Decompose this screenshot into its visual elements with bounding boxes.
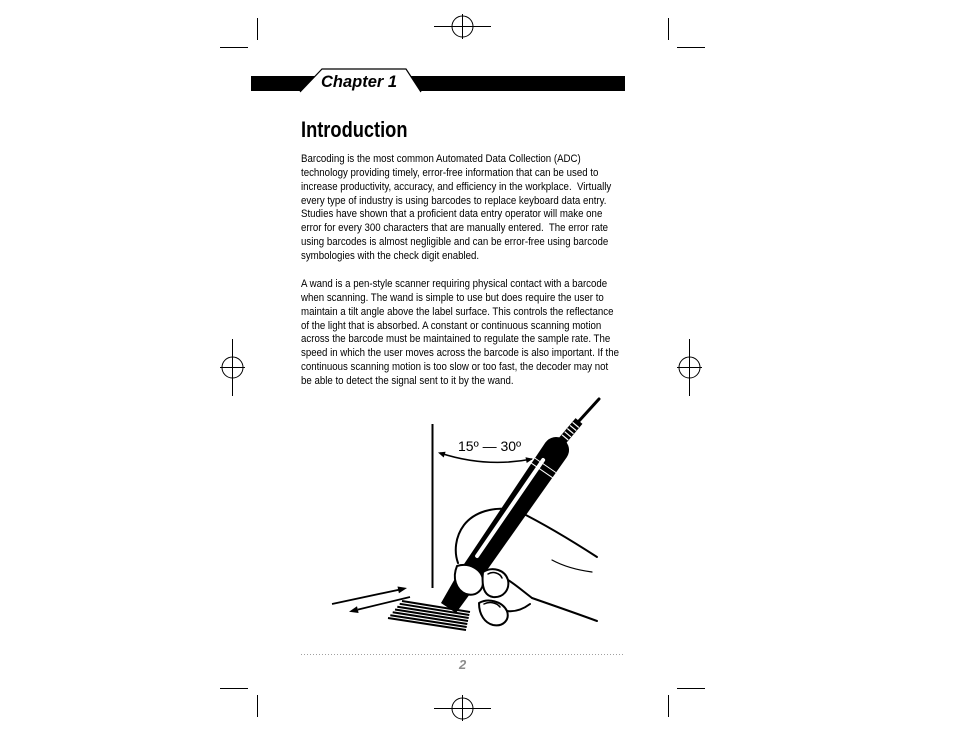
wand-cable [579, 399, 599, 421]
palm-bottom-line [532, 598, 597, 621]
text-line: Barcoding is the most common Automated Data Collection (ADC) [301, 153, 581, 165]
angle-arc-arrowhead-left [438, 452, 446, 458]
arrow-left-head [349, 606, 359, 613]
text-line: every type of industry is using barcodes to replace keyboard data entry. [301, 194, 607, 207]
registration-mark-top [434, 14, 491, 39]
paragraph-wand [301, 278, 681, 389]
finger-palm-line-upper [508, 580, 532, 598]
arrow-right-head [398, 587, 408, 594]
wand-body [459, 437, 569, 584]
text-line: increase productivity, accuracy, and efficiency in the workplace. Virtually [301, 180, 612, 193]
chapter-label: Chapter 1 [321, 72, 398, 91]
text-line: A wand is a pen-style scanner requiring physical contact with a barcode [301, 278, 608, 290]
back-of-hand-line [518, 511, 597, 557]
text-line: technology providing timely, error-free information that can be used to [301, 166, 599, 179]
registration-mark-bottom [434, 695, 491, 721]
finger-palm-line-lower [507, 604, 530, 611]
page-number: 2 [459, 657, 467, 672]
text-line: when scanning. The wand is simple to use but does require the user to [301, 291, 604, 304]
registration-mark-left [220, 339, 245, 396]
text-line: speed in which the user moves across the barcode is also important. If the [301, 347, 619, 360]
text-line: across the barcode must be maintained to regulate the sample rate. The [301, 333, 611, 346]
text-line: Studies have shown that a proficient data entry operator will make one [301, 208, 603, 221]
chapter-banner [251, 69, 625, 92]
text-line: using barcodes is almost negligible and can be error-free using barcode [301, 236, 609, 249]
text-line: of the light that is absorbed. A constant or continuous scanning motion [301, 319, 602, 332]
text-line: continuous scanning motion is too slow or too fast, the decoder may not [301, 361, 609, 374]
angle-arc-arrowhead-right [526, 457, 534, 463]
wand-scanning-figure [332, 399, 599, 630]
ring-finger [479, 601, 508, 626]
wand-highlight [477, 460, 543, 556]
text-line: symbologies with the check digit enabled. [301, 249, 480, 262]
text-line: be able to detect the signal sent to it by the wand. [301, 374, 514, 387]
angle-label: 15º — 30º [458, 438, 522, 454]
text-line: maintain a tilt angle above the label surface. This controls the reflectance [301, 305, 614, 318]
angle-arc [440, 453, 532, 462]
knuckle-crease [552, 560, 592, 572]
paragraph-barcoding [301, 153, 681, 264]
text-line: error for every 300 characters that are manually entered. The error rate [301, 222, 609, 235]
page-title: Introduction [301, 117, 408, 142]
